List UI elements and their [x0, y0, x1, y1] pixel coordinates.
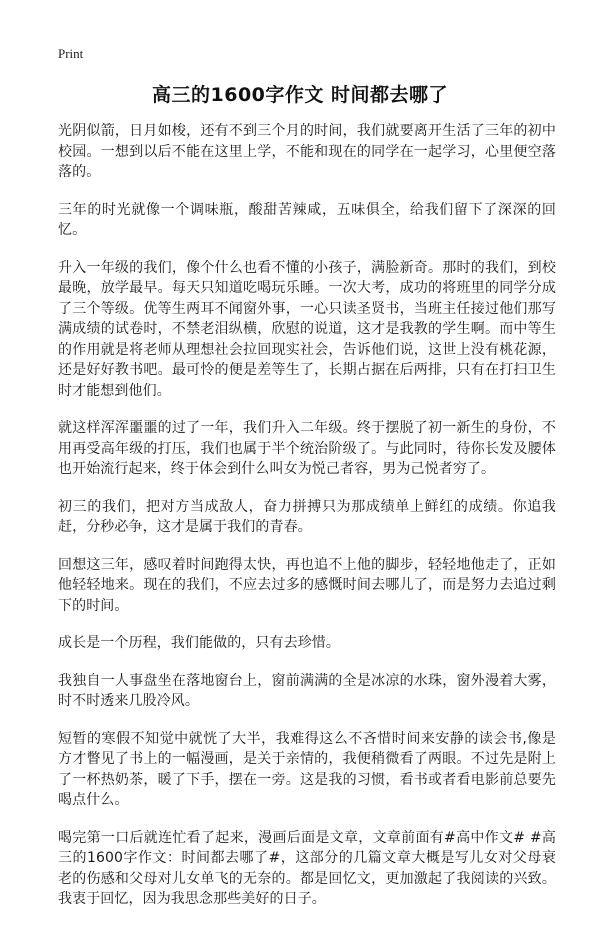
paragraph: 光阴似箭，日月如梭，还有不到三个月的时间，我们就要离开生活了三年的初中校园。一想到以后不能在这里上学，不能和现在的同学在一起学习，心里便空落落的。: [58, 123, 556, 180]
paragraph: 就这样浑浑噩噩的过了一年，我们升入二年级。终于摆脱了初一新生的身份，不用再受高年级的打压，我们也属于半个统治阶级了。与此同时，待你长发及腰体也开始流行起来，终于体会到什么叫女为悦己者容，男为己悦者穷了。: [58, 420, 556, 477]
paragraph: 成长是一个历程，我们能做的，只有去珍惜。: [58, 635, 340, 651]
paragraph: 三年的时光就像一个调味瓶，酸甜苦辣咸，五味俱全，给我们留下了深深的回忆。: [58, 201, 556, 238]
paragraph: 我独自一人事盘坐在落地窗台上，窗前满满的全是冰凉的水珠，窗外漫着大雾，时不时透来几股冷风。: [58, 672, 556, 709]
paragraph: 短暂的寒假不知觉中就恍了大半，我难得这么不吝惜时间来安静的读会书,像是方才瞥见了书上的一幅漫画，是关于亲情的，我便稍微看了两眼。不过先是附上了一杯热奶茶，暖了下手，摆在一旁。这是我的习惯，看书或者看电影前总要先喝点什么。: [58, 730, 556, 808]
article-title: 高三的1600字作文 时间都去哪了: [152, 84, 448, 106]
print-link[interactable]: Print: [58, 46, 84, 61]
paragraph: 升入一年级的我们，像个什么也看不懂的小孩子，满脸新奇。那时的我们，到校最晚，放学最早。每天只知道吃喝玩乐睡。一次大考，成功的将班里的同学分成了三个等级。优等生两耳不闻窗外事，一心只读圣贤书，当班主任接过他们那写满成绩的试卷时，不禁老泪纵横，欣慰的说道，这才是我教的学生啊。而中等生的作用就是将老师从理想社会拉回现实社会，告诉他们说，这世上没有桃花源，还是好好教书吧。最可怜的便是差等生了，长期占据在后两排，只有在打扫卫生时才能想到他们。: [58, 259, 556, 399]
article-body: [58, 121, 556, 927]
paragraph: 初三的我们，把对方当成敌人，奋力拼搏只为那成绩单上鲜红的成绩。你追我赶，分秒必争，这才是属于我们的青春。: [58, 498, 556, 535]
paragraph: 回想这三年，感叹着时间跑得太快，再也追不上他的脚步，轻轻地他走了，正如他轻轻地来。现在的我们，不应去过多的感慨时间去哪儿了，而是努力去追过剩下的时间。: [58, 556, 556, 614]
paragraph: 喝完第一口后就连忙看了起来，漫画后面是文章，文章前面有#高中作文# #高三的1600字作文：时间都去哪了#，这部分的几篇文章大概是写儿女对父母衰老的伤感和父母对儿女单飞的无奈的。都是回忆文，更加激起了我阅读的兴致。我衷于回忆，因为我思念那些美好的日子。: [58, 829, 556, 907]
